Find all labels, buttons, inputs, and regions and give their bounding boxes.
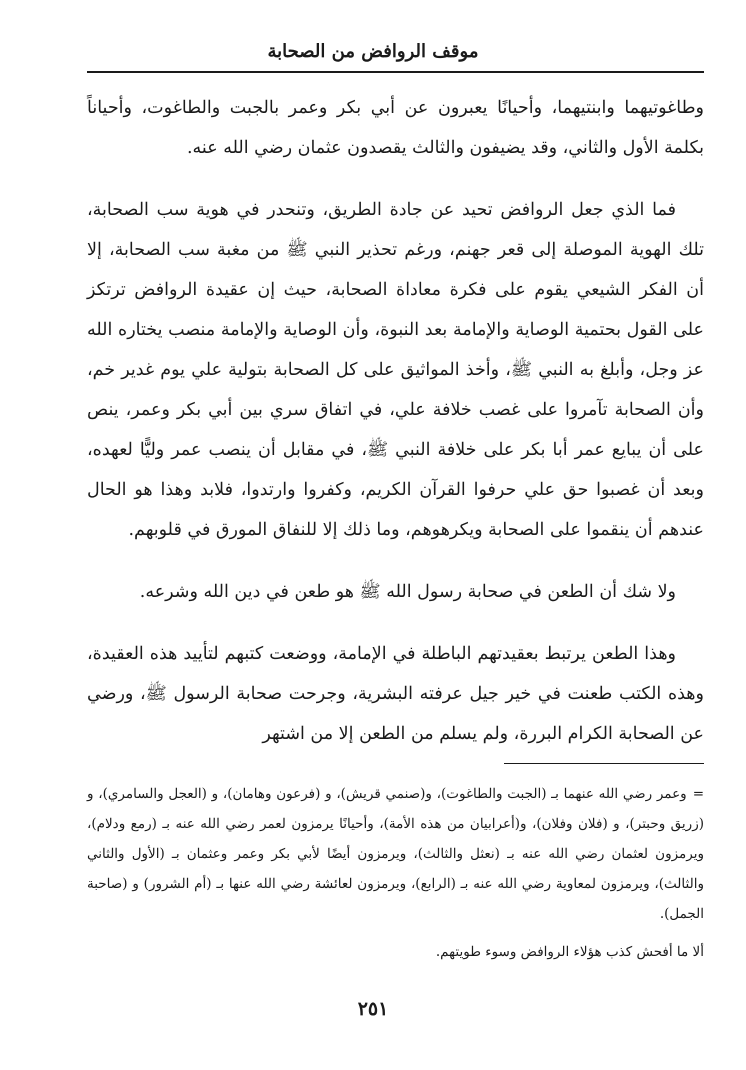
running-header: موقف الروافض من الصحابة bbox=[267, 41, 479, 62]
paragraph-1: وطاغوتيهما وابنتيهما، وأحيانًا يعبرون عن أبي بكر وعمر بالجبت والطاغوت، وأحياناً بكلمة الأول والثاني، وقد يضيفون والثالث يقصدون عثمان رضي الله عنه. bbox=[87, 98, 704, 158]
footnote-text: وعمر رضي الله عنهما بـ (الجبت والطاغوت)، و(صنمي قريش)، و (فرعون وهامان)، و (العجل والسامري)، و (زريق وحبتر)، و (فلان وفلان)، و(أعرابيان من هذه الأمة)، وأحيانًا يرمزون لعمر رضي الله عنه بـ (رمع ودلام)، ويرمزون لعثمان رضي الله عنه بـ (نعثل والثالث)، ويرمزون أيضًا لأبي بكر وعمر وعثمان بـ (الأول والثاني والثالث)، ويرمزون لمعاوية رضي الله عنه بـ (الرابع)، ويرمزون لعائشة رضي الله عنها بـ (أم الشرور) و (صاحبة الجمل). bbox=[87, 786, 704, 922]
paragraph-4: وهذا الطعن يرتبط بعقيدتهم الباطلة في الإمامة، ووضعت كتبهم لتأييد هذه العقيدة، وهذه الكتب طعنت في خير جيل عرفته البشرية، وجرحت صحابة الرسول ﷺ، ورضي عن الصحابة الكرام البررة، ولم يسلم من الطعن إلا من اشتهر bbox=[87, 644, 704, 744]
paragraph-2: فما الذي جعل الروافض تحيد عن جادة الطريق، وتنحدر في هوية سب الصحابة، تلك الهوية الموصلة إلى قعر جهنم، ورغم تحذير النبي ﷺ من مغبة سب الصحابة، إلا أن الفكر الشيعي يقوم على فكرة معاداة الصحابة، حيث إن عقيدة الروافض ترتكز على القول بحتمية الوصاية والإمامة بعد النبوة، وأن الوصاية والإمامة منصب يختاره الله عز وجل، وأبلغ به النبي ﷺ، وأخذ المواثيق على كل الصحابة بتولية علي يوم غدير خم، وأن الصحابة تآمروا على غصب خلافة علي، في اتفاق سري بين أبي بكر وعمر، ينص على أن يبايع عمر أبا بكر على خلافة النبي ﷺ، في مقابل أن ينصب عمر وليًّا لعهده، وبعد أن غصبوا حق علي حرفوا القرآن الكريم، وكفروا وارتدوا، فلابد وهذا هو الحال عندهم أن ينقموا على الصحابة ويكرهوهم، وما ذلك إلا للنفاق المورق في قلوبهم. bbox=[87, 200, 704, 540]
footnote-continuation-marker: = bbox=[692, 786, 704, 802]
paragraph-3: ولا شك أن الطعن في صحابة رسول الله ﷺ هو طعن في دين الله وشرعه. bbox=[139, 582, 676, 602]
page-number: ٢٥١ bbox=[357, 998, 389, 1020]
footnote-body bbox=[87, 779, 704, 929]
footnote bbox=[87, 779, 704, 967]
footnote-separator bbox=[504, 763, 704, 764]
main-text bbox=[87, 88, 704, 754]
header-rule bbox=[87, 71, 704, 73]
footnote-closing: ألا ما أفحش كذب هؤلاء الروافض وسوء طويتهم. bbox=[435, 944, 704, 960]
